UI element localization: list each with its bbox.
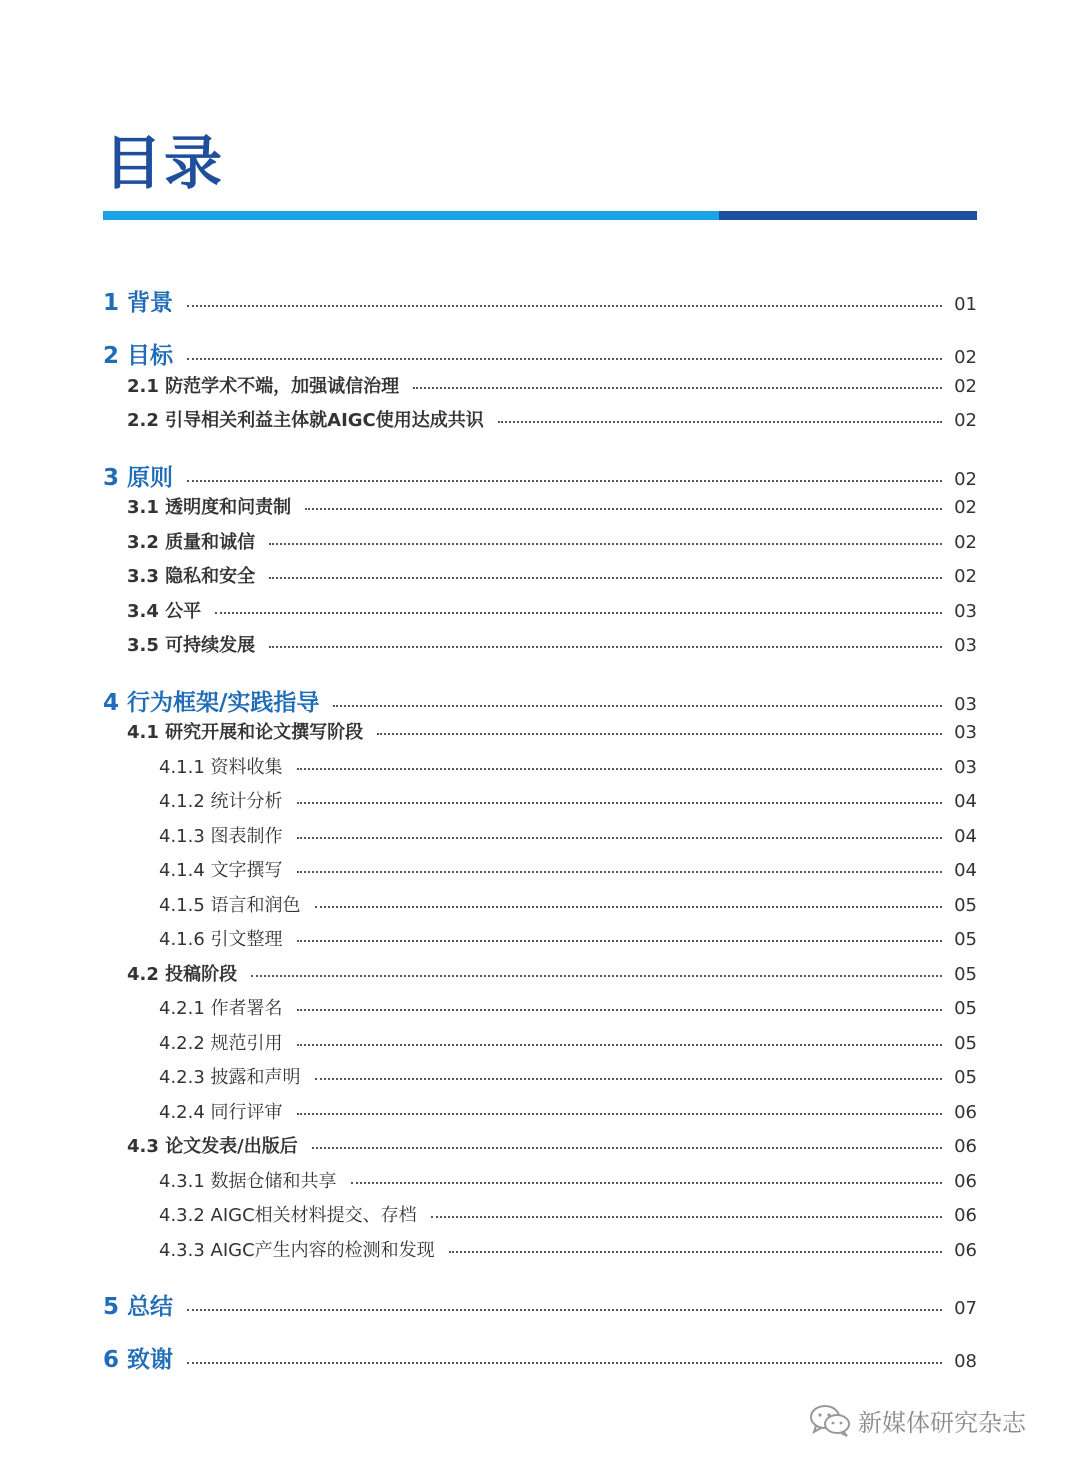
toc-entry-page-number: 02 <box>954 347 977 368</box>
toc-entry-page-number: 02 <box>954 410 977 431</box>
toc-entry-title: 3.4 公平 <box>127 601 202 622</box>
toc-entry-page-number: 05 <box>954 1033 977 1054</box>
toc-entry-title: 3.3 隐私和安全 <box>127 566 256 587</box>
toc-entry-page-number: 02 <box>954 566 977 587</box>
toc-entry-page-number: 05 <box>954 1067 977 1088</box>
toc-entry-page-number: 06 <box>954 1205 977 1226</box>
toc-entry-page-number: 05 <box>954 895 977 916</box>
toc-entry-title: 2.1 防范学术不端，加强诚信治理 <box>127 376 400 397</box>
dot-leader <box>269 539 942 545</box>
toc-entry-level2[interactable] <box>127 562 977 588</box>
toc-entry-title: 4.1 研究开展和论文撰写阶段 <box>127 722 364 743</box>
toc-entry-title: 3.1 透明度和问责制 <box>127 497 292 518</box>
toc-entry-title: 4.2.4 同行评审 <box>159 1102 283 1123</box>
toc-entry-level1[interactable] <box>103 459 977 492</box>
toc-entry-title: 6 致谢 <box>103 1347 174 1373</box>
toc-entry-level3[interactable] <box>159 1098 977 1124</box>
toc-entry-title: 4.2 投稿阶段 <box>127 964 238 985</box>
toc-entry-page-number: 05 <box>954 929 977 950</box>
toc-entry-level3[interactable] <box>159 994 977 1020</box>
toc-entry-title: 2.2 引导相关利益主体就AIGC使用达成共识 <box>127 410 484 431</box>
toc-entry-level2[interactable] <box>127 960 977 986</box>
toc-entry-page-number: 03 <box>954 757 977 778</box>
dot-leader <box>297 1005 943 1011</box>
toc-entry-title: 4.2.1 作者署名 <box>159 998 283 1019</box>
title-divider <box>103 211 977 220</box>
toc-entry-level2[interactable] <box>127 1132 977 1158</box>
dot-leader <box>187 476 942 482</box>
toc-entry-level3[interactable] <box>159 787 977 813</box>
page-title: 目录 <box>104 129 225 197</box>
toc-entry-page-number: 02 <box>954 532 977 553</box>
toc-entry-level3[interactable] <box>159 1201 977 1227</box>
toc-entry-page-number: 06 <box>954 1171 977 1192</box>
dot-leader <box>297 936 943 942</box>
toc-entry-page-number: 03 <box>954 694 977 715</box>
toc-entry-level3[interactable] <box>159 1063 977 1089</box>
toc-entry-page-number: 05 <box>954 964 977 985</box>
toc-entry-page-number: 02 <box>954 497 977 518</box>
toc-entry-page-number: 02 <box>954 376 977 397</box>
toc-entry-page-number: 03 <box>954 722 977 743</box>
toc-entry-level3[interactable] <box>159 1167 977 1193</box>
dot-leader <box>305 504 942 510</box>
toc-entry-title: 4.3.2 AIGC相关材料提交、存档 <box>159 1205 417 1226</box>
toc-entry-page-number: 03 <box>954 601 977 622</box>
toc-entry-page-number: 01 <box>954 294 977 315</box>
dot-leader <box>312 1143 942 1149</box>
toc-entry-page-number: 07 <box>954 1298 977 1319</box>
dot-leader <box>187 1305 942 1311</box>
toc-entry-title: 4.1.1 资料收集 <box>159 757 283 778</box>
dot-leader <box>449 1247 942 1253</box>
toc-entry-level3[interactable] <box>159 925 977 951</box>
toc-entry-title: 3.2 质量和诚信 <box>127 532 256 553</box>
toc-entry-page-number: 04 <box>954 826 977 847</box>
watermark-text: 新媒体研究杂志 <box>858 1408 1026 1437</box>
toc-entry-level3[interactable] <box>159 1236 977 1262</box>
dot-leader <box>333 701 942 707</box>
toc-entry-title: 5 总结 <box>103 1294 174 1320</box>
dot-leader <box>215 608 942 614</box>
toc-entry-page-number: 05 <box>954 998 977 1019</box>
toc-entry-title: 4.1.4 文字撰写 <box>159 860 283 881</box>
dot-leader <box>351 1178 943 1184</box>
dot-leader <box>315 1074 943 1080</box>
dot-leader <box>431 1212 942 1218</box>
dot-leader <box>297 867 943 873</box>
dot-leader <box>269 642 942 648</box>
toc-entry-title: 4.2.2 规范引用 <box>159 1033 283 1054</box>
toc-entry-level3[interactable] <box>159 1029 977 1055</box>
toc-entry-page-number: 08 <box>954 1351 977 1372</box>
dot-leader <box>498 417 942 423</box>
toc-entry-page-number: 04 <box>954 791 977 812</box>
watermark <box>808 1400 1026 1440</box>
dot-leader <box>377 729 942 735</box>
toc-entry-level2[interactable] <box>127 597 977 623</box>
toc-entry-title: 4.3 论文发表/出版后 <box>127 1136 298 1157</box>
toc-entry-title: 4.1.6 引文整理 <box>159 929 283 950</box>
toc-entry-level3[interactable] <box>159 856 977 882</box>
dot-leader <box>187 1358 942 1364</box>
dot-leader <box>297 833 943 839</box>
toc-entry-title: 1 背景 <box>103 290 174 316</box>
toc-entry-level1[interactable] <box>103 284 977 317</box>
toc-entry-level1[interactable] <box>103 1341 977 1374</box>
dot-leader <box>297 764 943 770</box>
toc-entry-title: 4.1.3 图表制作 <box>159 826 283 847</box>
toc-entry-title: 4.3.1 数据仓储和共享 <box>159 1171 337 1192</box>
dot-leader <box>297 1109 943 1115</box>
toc-entry-title: 2 目标 <box>103 343 174 369</box>
toc-entry-title: 4 行为框架/实践指导 <box>103 690 320 716</box>
dot-leader <box>187 301 942 307</box>
dot-leader <box>187 354 942 360</box>
toc-entry-page-number: 06 <box>954 1102 977 1123</box>
toc-entry-level2[interactable] <box>127 372 977 398</box>
dot-leader <box>297 1040 943 1046</box>
wechat-icon <box>808 1403 852 1437</box>
toc-entry-page-number: 04 <box>954 860 977 881</box>
toc-entry-level2[interactable] <box>127 631 977 657</box>
dot-leader <box>413 383 942 389</box>
toc-entry-level2[interactable] <box>127 406 977 432</box>
toc-entry-title: 4.1.5 语言和润色 <box>159 895 301 916</box>
toc-entry-page-number: 06 <box>954 1240 977 1261</box>
toc-entry-level3[interactable] <box>159 891 977 917</box>
dot-leader <box>251 971 942 977</box>
dot-leader <box>269 573 942 579</box>
toc-entry-level2[interactable] <box>127 718 977 744</box>
toc-entry-level1[interactable] <box>103 684 977 717</box>
toc-entry-level1[interactable] <box>103 337 977 370</box>
toc-entry-title: 3.5 可持续发展 <box>127 635 256 656</box>
toc-entry-level2[interactable] <box>127 493 977 519</box>
toc-entry-page-number: 06 <box>954 1136 977 1157</box>
toc-entry-level3[interactable] <box>159 753 977 779</box>
dot-leader <box>315 902 943 908</box>
toc-entry-page-number: 03 <box>954 635 977 656</box>
dot-leader <box>297 798 943 804</box>
toc-entry-level3[interactable] <box>159 822 977 848</box>
toc-entry-page-number: 02 <box>954 469 977 490</box>
toc-entry-title: 4.1.2 统计分析 <box>159 791 283 812</box>
toc-entry-level2[interactable] <box>127 528 977 554</box>
toc-entry-title: 4.3.3 AIGC产生内容的检测和发现 <box>159 1240 435 1261</box>
toc-entry-level1[interactable] <box>103 1288 977 1321</box>
toc-entry-title: 4.2.3 披露和声明 <box>159 1067 301 1088</box>
toc-entry-title: 3 原则 <box>103 465 174 491</box>
